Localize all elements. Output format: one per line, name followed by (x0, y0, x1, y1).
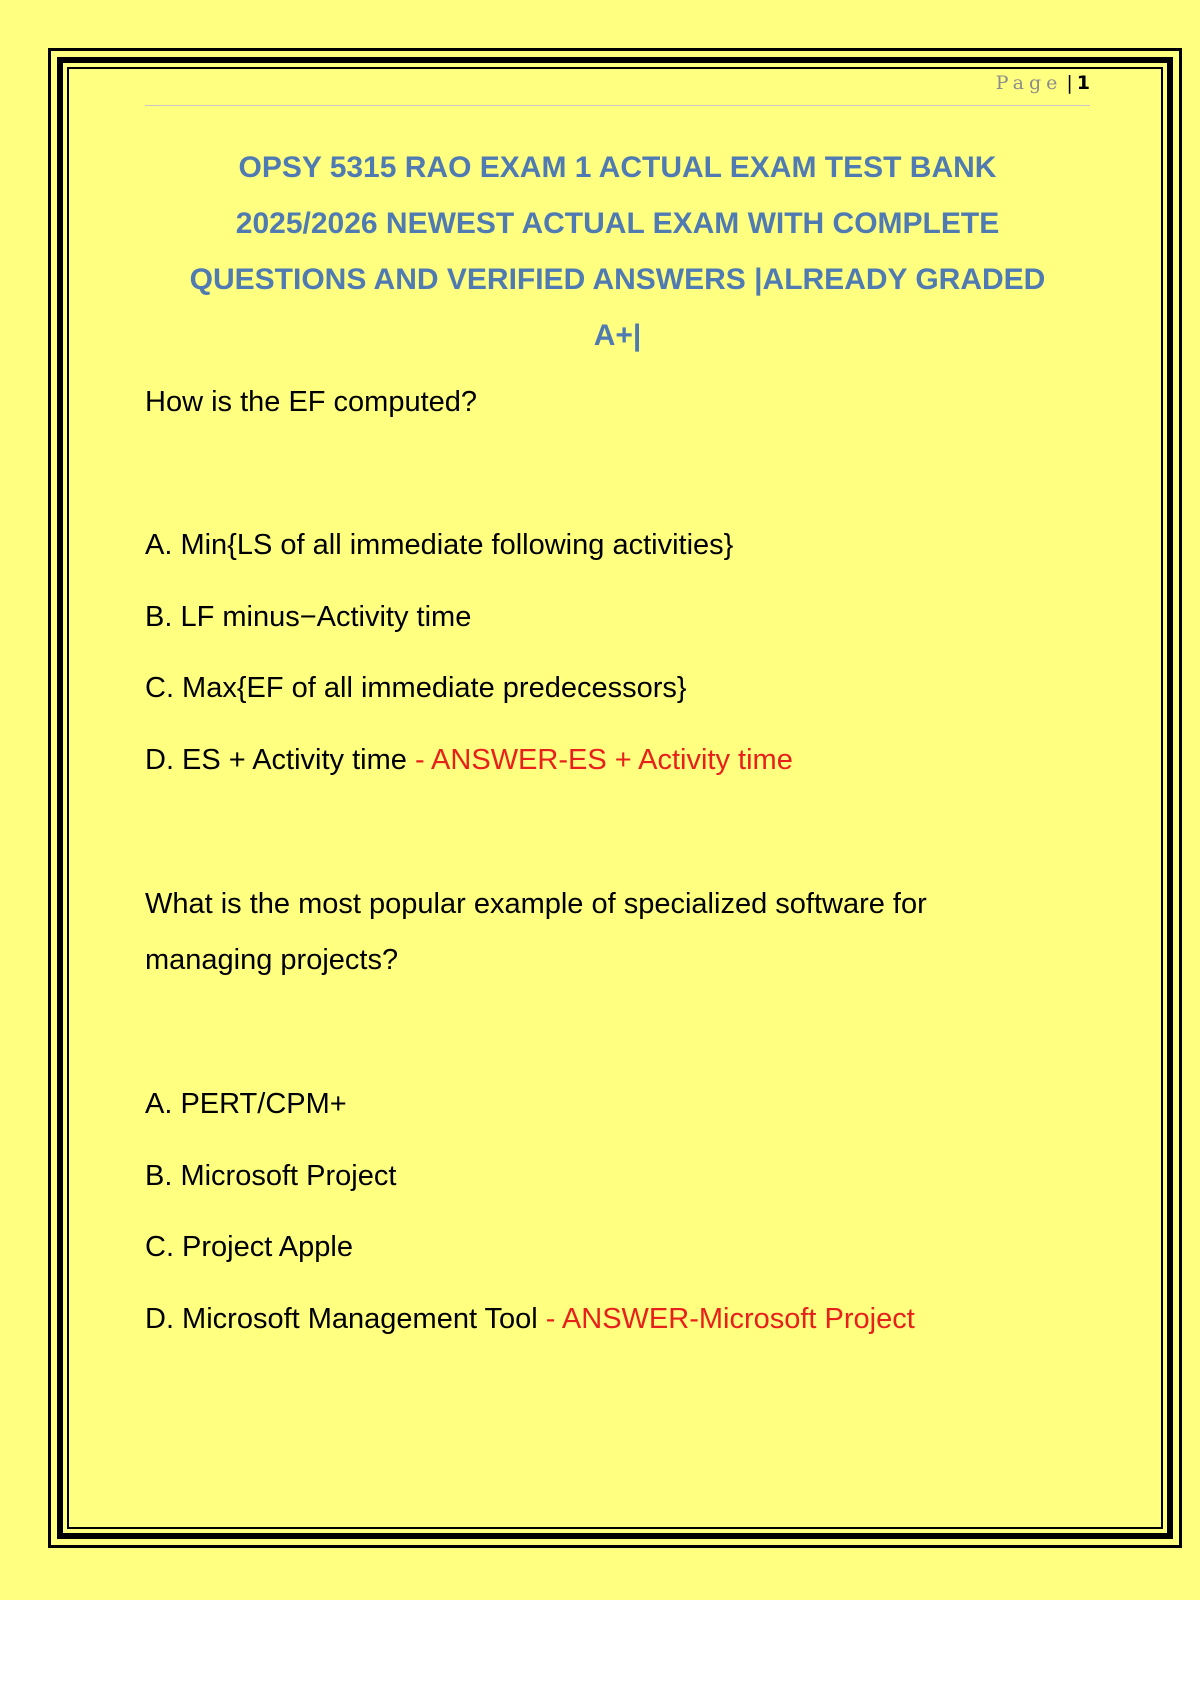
question-1-option-c: C. Max{EF of all immediate predecessors} (145, 672, 687, 704)
document-title (145, 140, 1090, 364)
title-line: OPSY 5315 RAO EXAM 1 ACTUAL EXAM TEST BANK (238, 151, 997, 184)
page-header (145, 72, 1090, 106)
option-d-text: D. Microsoft Management Tool (145, 1303, 538, 1335)
question-1-option-d (145, 744, 793, 777)
title-line: 2025/2026 NEWEST ACTUAL EXAM WITH COMPLETE (235, 207, 1000, 240)
option-d-text: D. ES + Activity time (145, 744, 407, 776)
question-2-answer: - ANSWER-Microsoft Project (537, 1303, 915, 1335)
page-label: Page (995, 72, 1063, 94)
question-2-option-d (145, 1303, 915, 1336)
question-2-option-b: B. Microsoft Project (145, 1160, 397, 1192)
title-line: A+| (593, 319, 642, 352)
question-2-text-line-2: managing projects? (145, 944, 399, 976)
question-2-option-c: C. Project Apple (145, 1231, 353, 1263)
question-1-option-a: A. Min{LS of all immediate following activities} (145, 529, 734, 561)
question-2-option-a: A. PERT/CPM+ (145, 1088, 347, 1120)
title-line: QUESTIONS AND VERIFIED ANSWERS |ALREADY GRADED (189, 263, 1046, 296)
page-number: 1 (1076, 72, 1090, 94)
question-2-text-line-1: What is the most popular example of specialized software for (145, 888, 927, 920)
page-separator: | (1066, 72, 1073, 94)
question-1-option-b: B. LF minus−Activity time (145, 601, 472, 633)
question-1-answer: - ANSWER-ES + Activity time (406, 744, 793, 776)
question-1-text: How is the EF computed? (145, 386, 478, 418)
